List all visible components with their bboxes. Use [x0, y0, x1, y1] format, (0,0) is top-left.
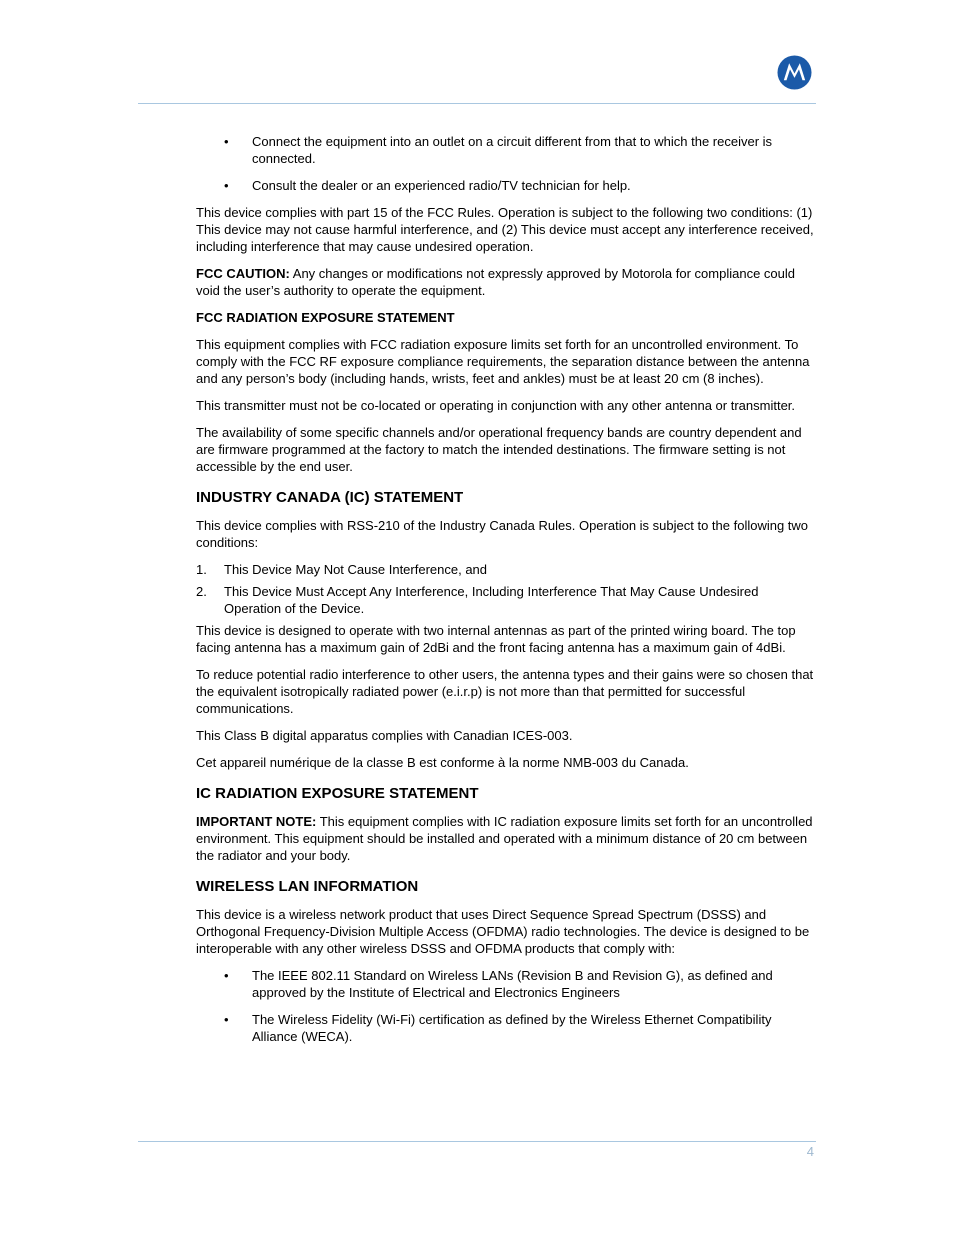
- header-divider: [138, 103, 816, 104]
- availability-paragraph: The availability of some specific channels and/or operational frequency bands are country dependent and are firmware programmed at the factory to match the intended destinations. The firmware setting is not accessible by the end user.: [196, 425, 802, 474]
- class-b-french-paragraph: Cet appareil numérique de la classe B est conforme à la norme NMB-003 du Canada.: [196, 755, 689, 770]
- wireless-lan-heading: WIRELESS LAN INFORMATION: [196, 878, 419, 895]
- bullet-dot: •: [224, 178, 229, 193]
- fcc-caution-paragraph: [196, 265, 816, 299]
- fcc-caution-label: FCC CAUTION:: [196, 266, 290, 281]
- fcc-radiation-paragraph: This equipment complies with FCC radiation exposure limits set forth for an uncontrolled environment. To comply with the FCC RF exposure compliance requirements, the separation distance between the antenna and any person’s body (including hands, wrists, feet and ankles) must be at least 20 cm (8 inches).: [196, 337, 810, 386]
- interference-paragraph: To reduce potential radio interference to other users, the antenna types and their gains were so chosen that the equivalent isotropically radiated power (e.i.r.p) is not more than that permitted for successful communications.: [196, 667, 814, 716]
- bullet-dot: •: [224, 968, 229, 983]
- ic-radiation-heading: IC RADIATION EXPOSURE STATEMENT: [196, 785, 479, 802]
- bullet-text: Consult the dealer or an experienced radio/TV technician for help.: [252, 178, 631, 193]
- numbered-item: [196, 583, 816, 617]
- important-note-label: IMPORTANT NOTE:: [196, 814, 317, 829]
- bullet-item: [196, 1011, 816, 1045]
- bullet-item: [196, 177, 816, 194]
- important-note-text: This equipment complies with IC radiation exposure limits set forth for an uncontrolled environment. This equipment should be installed and operated with a minimum distance of 20 cm between the radiator and your body.: [196, 814, 813, 863]
- fcc-caution-text: Any changes or modifications not expressly approved by Motorola for compliance could void the user’s authority to operate the equipment.: [196, 266, 795, 298]
- important-note-paragraph: [196, 813, 816, 864]
- bullet-text: The IEEE 802.11 Standard on Wireless LANs (Revision B and Revision G), as defined and approved by the Institute of Electrical and Electronics Engineers: [252, 968, 773, 1000]
- bullet-dot: •: [224, 134, 229, 149]
- transmitter-paragraph: This transmitter must not be co-located or operating in conjunction with any other antenna or transmitter.: [196, 398, 796, 413]
- item-number: 2.: [196, 584, 207, 599]
- numbered-item: [196, 561, 816, 578]
- bullet-item: [196, 967, 816, 1001]
- item-text: This Device May Not Cause Interference, and: [224, 562, 488, 577]
- motorola-logo: [777, 55, 812, 90]
- bullet-text: Connect the equipment into an outlet on a circuit different from that to which the receiver is connected.: [252, 134, 773, 166]
- bullet-dot: •: [224, 1012, 229, 1027]
- fcc-radiation-heading: FCC RADIATION EXPOSURE STATEMENT: [196, 310, 455, 325]
- antenna-paragraph: This device is designed to operate with two internal antennas as part of the printed wiring board. The top facing antenna has a maximum gain of 2dBi and the front facing antenna has a maximum gain of 4dBi.: [196, 623, 796, 655]
- industry-canada-heading: INDUSTRY CANADA (IC) STATEMENT: [196, 489, 464, 506]
- class-b-paragraph: This Class B digital apparatus complies with Canadian ICES-003.: [196, 728, 573, 743]
- wireless-lan-paragraph: This device is a wireless network product that uses Direct Sequence Spread Spectrum (DSSS) and Orthogonal Frequency-Division Multiple Access (OFDMA) radio technologies. The device is designed to be interoperable with any other wireless DSSS and OFDMA products that comply with:: [196, 907, 810, 956]
- page-number: 4: [806, 1144, 814, 1159]
- footer-divider: [138, 1141, 816, 1142]
- item-number: 1.: [196, 562, 207, 577]
- document-body: [196, 133, 816, 1055]
- item-text: This Device Must Accept Any Interference, Including Interference That May Cause Undesired Operation of the Device.: [224, 584, 759, 616]
- bullet-item: [196, 133, 816, 167]
- ic-intro-paragraph: This device complies with RSS-210 of the Industry Canada Rules. Operation is subject to the following two conditions:: [196, 518, 809, 550]
- fcc-part15-paragraph: This device complies with part 15 of the FCC Rules. Operation is subject to the following two conditions: (1) This device may not cause harmful interference, and (2) This device must accept any interference received, including interference that may cause undesired operation.: [196, 205, 814, 254]
- bullet-text: The Wireless Fidelity (Wi-Fi) certification as defined by the Wireless Ethernet Compatibility Alliance (WECA).: [252, 1012, 772, 1044]
